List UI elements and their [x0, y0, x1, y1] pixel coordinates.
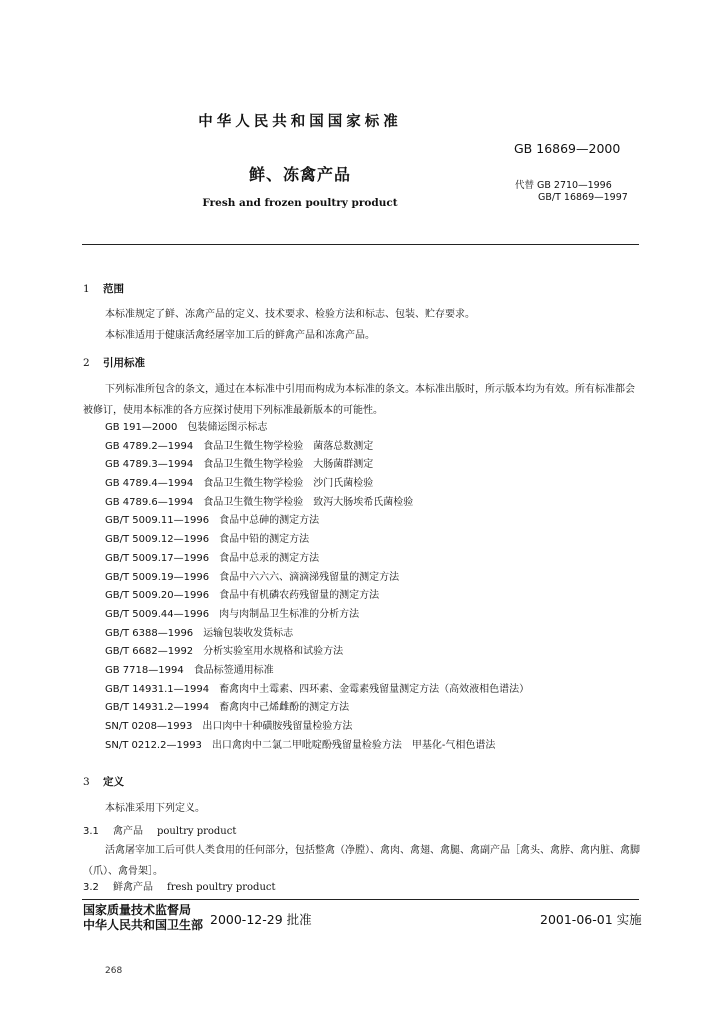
definition-3-1-text: 活禽屠宰加工后可供人类食用的任何部分，包括整禽（净膛）、禽肉、禽翅、禽腿、禽副产品［禽头、禽脖、禽内脏、禽脚（爪）、禽骨架］。: [83, 845, 640, 877]
reference-list: [105, 418, 529, 754]
reference-item: [105, 698, 529, 717]
section-title: 定义: [103, 776, 124, 788]
reference-name: 出口肉中十种磺胺残留量检验方法: [202, 721, 353, 732]
standard-number: GB 16869—2000: [514, 141, 621, 156]
section-title: 引用标准: [103, 357, 145, 369]
document-title-english: Fresh and frozen poultry product: [202, 197, 398, 209]
reference-item: [105, 624, 529, 643]
reference-code: GB/T 14931.2—1994: [105, 702, 210, 714]
reference-name: 分析实验室用水规格和试验方法: [203, 646, 344, 658]
section-references-heading: [83, 355, 145, 370]
reference-code: SN/T 0212.2—1993: [105, 739, 202, 751]
section-number: 3: [83, 776, 90, 788]
reference-code: GB/T 5009.17—1996: [105, 552, 210, 564]
reference-name: 出口禽肉中二氯二甲吡啶酚残留量检验方法 甲基化-气相色谱法: [211, 739, 496, 751]
section-definitions-heading: [83, 774, 124, 789]
definition-term: 禽产品: [113, 826, 143, 837]
document-title: 鲜、冻禽产品: [248, 165, 351, 184]
reference-code: GB 4789.2—1994: [105, 440, 194, 452]
reference-item: [105, 474, 529, 493]
issuer-line-1: 国家质量技术监督局: [83, 903, 192, 917]
reference-item: [105, 642, 529, 661]
reference-item: [105, 455, 529, 474]
definition-number: 3.2: [83, 882, 99, 893]
reference-name: 畜禽肉中己烯雌酚的测定方法: [219, 702, 350, 714]
reference-code: GB 7718—1994: [105, 664, 184, 676]
reference-item: [105, 605, 529, 624]
issuing-authorities: [83, 903, 203, 933]
approval-date: 2000-12-29 批准: [210, 912, 312, 927]
section-title: 范围: [103, 283, 124, 295]
scope-paragraph-2: 本标准适用于健康活禽经屠宰加工后的鲜禽产品和冻禽产品。: [105, 330, 375, 341]
reference-code: GB/T 5009.44—1996: [105, 608, 210, 620]
reference-item: [105, 568, 529, 587]
reference-item: [105, 549, 529, 568]
reference-code: GB 4789.3—1994: [105, 459, 194, 471]
definition-3-1-heading: [83, 822, 236, 837]
reference-code: GB 191—2000: [105, 422, 178, 433]
reference-name: 食品中总汞的测定方法: [219, 552, 320, 564]
reference-name: 肉与肉制品卫生标准的分析方法: [219, 608, 360, 620]
national-standard-title: 中华人民共和国国家标准: [198, 113, 402, 130]
reference-code: SN/T 0208—1993: [105, 721, 193, 732]
definition-term-english: poultry product: [157, 826, 237, 837]
reference-code: GB/T 5009.20—1996: [105, 590, 210, 602]
reference-item: [105, 680, 529, 699]
reference-item: [105, 530, 529, 549]
reference-name: 食品卫生微生物学检验 大肠菌群测定: [203, 459, 374, 471]
reference-item: [105, 418, 529, 437]
reference-name: 包装储运图示标志: [187, 422, 268, 433]
definition-3-2-heading: [83, 878, 276, 893]
reference-item: [105, 586, 529, 605]
replaces-block: [515, 180, 628, 204]
section-number: 1: [83, 283, 90, 295]
implementation-date: 2001-06-01 实施: [540, 912, 642, 927]
definition-term: 鲜禽产品: [113, 882, 153, 893]
reference-item: [105, 511, 529, 530]
reference-code: GB/T 5009.11—1996: [105, 515, 210, 527]
reference-code: GB 4789.4—1994: [105, 478, 194, 490]
reference-code: GB/T 5009.12—1996: [105, 534, 210, 546]
reference-name: 食品标签通用标准: [193, 664, 274, 676]
replaces-line-2: GB/T 16869—1997: [538, 192, 628, 203]
reference-name: 食品卫生微生物学检验 沙门氏菌检验: [203, 478, 374, 490]
reference-item: [105, 437, 529, 456]
reference-code: GB/T 6388—1996: [105, 627, 194, 639]
reference-code: GB/T 14931.1—1994: [105, 683, 210, 695]
reference-item: [105, 736, 529, 755]
reference-name: 食品卫生微生物学检验 菌落总数测定: [203, 440, 374, 452]
reference-name: 畜禽肉中土霉素、四环素、金霉素残留量测定方法（高效液相色谱法）: [219, 683, 530, 695]
replaces-line-1: 代替 GB 2710—1996: [515, 180, 612, 191]
definitions-intro: 本标准采用下列定义。: [105, 803, 205, 814]
reference-item: [105, 493, 529, 512]
reference-name: 食品中六六六、滴滴涕残留量的测定方法: [219, 571, 400, 583]
reference-code: GB 4789.6—1994: [105, 496, 194, 508]
references-intro: 下列标准所包含的条文，通过在本标准中引用而构成为本标准的条文。本标准出版时，所示版本均为有效。所有标准都会被修订，使用本标准的各方应探讨使用下列标准最新版本的可能性。: [83, 384, 635, 416]
header-divider: [82, 244, 639, 245]
reference-name: 食品中铅的测定方法: [219, 534, 310, 546]
reference-item: [105, 661, 529, 680]
section-scope-heading: [83, 281, 124, 296]
section-number: 2: [83, 357, 90, 369]
footer-divider: [82, 899, 639, 900]
reference-name: 食品中有机磷农药残留量的测定方法: [219, 590, 380, 602]
scope-paragraph-1: 本标准规定了鲜、冻禽产品的定义、技术要求、检验方法和标志、包装、贮存要求。: [105, 309, 475, 320]
reference-name: 食品卫生微生物学检验 致泻大肠埃希氏菌检验: [203, 496, 414, 508]
definition-number: 3.1: [83, 826, 99, 837]
reference-item: [105, 717, 529, 736]
reference-code: GB/T 5009.19—1996: [105, 571, 210, 583]
issuer-line-2: 中华人民共和国卫生部: [83, 918, 204, 932]
definition-term-english: fresh poultry product: [167, 882, 276, 893]
reference-name: 食品中总砷的测定方法: [219, 515, 320, 527]
reference-code: GB/T 6682—1992: [105, 646, 194, 658]
page-number: 268: [105, 966, 123, 976]
reference-name: 运输包装收发货标志: [203, 627, 294, 639]
